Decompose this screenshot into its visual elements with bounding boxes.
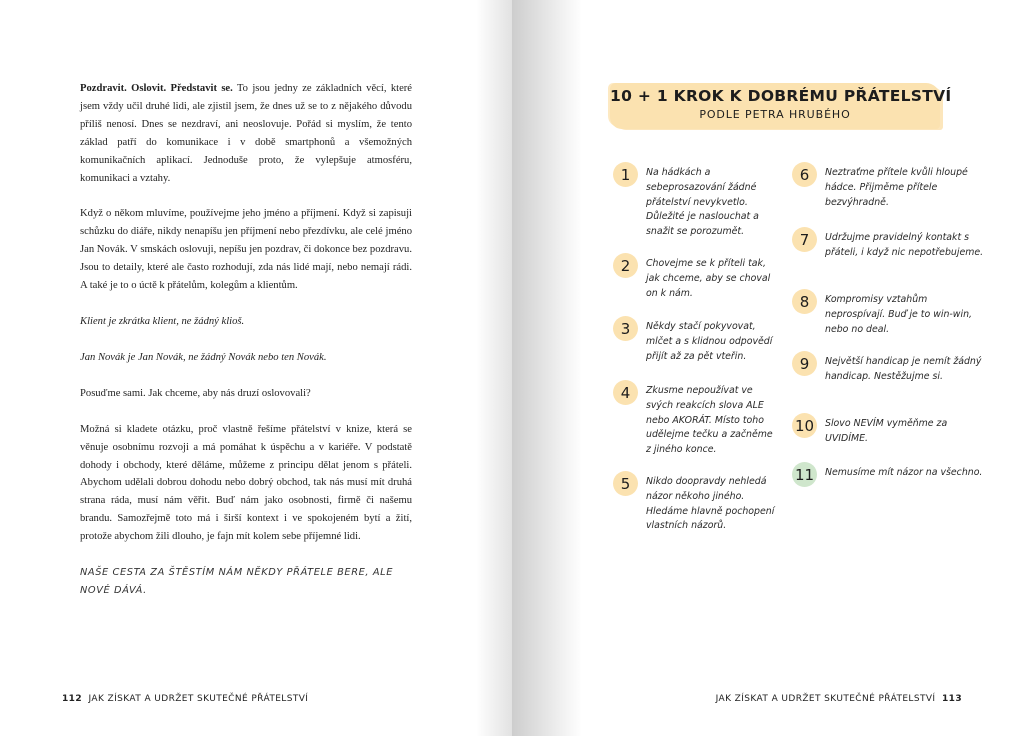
step-text-8: Kompromisy vztahům neprospívají. Buď je to win-win, nebo no deal. [825,294,972,335]
paragraph-6: Možná si kladete otázku, proč vlastně řešíme přátelství v knize, která se věnuje osobnímu rozvoji a má pomáhat k úspěchu a v kariéře. V podstatě dohody i obchody, které děláme, můžeme z principu dělat jenom s přáteli. Abychom udělali dobrou dohodu nebo dobrý obchod, tak nás musí mít druhá strana ráda, musí nám věřit. Buď nám jako osobnosti, firmě či našemu brandu. Samozřejmě toto má i širší kontext i ve spokojeném bytí a žití, protože abychom žili dlouho, je fajn mít kolem sebe příjemné lidi. [80,423,412,543]
step-number-1: 1 [613,162,638,187]
body-text [80,80,412,618]
page-number-right: 113 [942,694,962,704]
step-number-6: 6 [792,162,817,187]
paragraph-1-text: To jsou jedny ze základních věcí, které jsem vždy učil druhé lidi, ale zjistil jsem, že dnes už se to z nějakého důvodu příliš nenosí. Dnes se nezdraví, ani neoslovuje. Pořád si myslím, že tento základ patří do komunikace i v době smartphonů a všemožných komunikačních aplikací. Jednoduše proto, že vylepšuje atmosféru, komunikaci a vztahy. [80,83,412,184]
gutter-shadow-left [476,0,512,736]
paragraph-2: Když o někom mluvíme, používejme jeho jméno a příjmení. Když si zapisuji schůzku do diáře, nikdy nenapíšu jen příjmení nebo přezdívku, ale celé jméno Jan Novák. V smskách oslovuji, nepíšu jen pozdrav, či dokonce bez pozdravu. Jsou to detaily, které ale často rozhodují, zda nás lidé mají, nebo nemají rádi. A také je to o úctě k přátelům, kolegům a klientům. [80,208,412,292]
paragraph-1 [80,80,412,187]
footer-right [716,694,962,704]
step-number-2: 2 [613,253,638,278]
running-title-left: JAK ZÍSKAT A UDRŽET SKUTEČNÉ PŘÁTELSTVÍ [88,694,309,704]
footer-left [62,694,308,704]
step-text-1: Na hádkách a sebeprosazování žádné přátelství nevykvetlo. Důležité je naslouchat a snažit se porozumět. [646,167,759,238]
right-page [512,0,1024,736]
step-text-5: Nikdo doopravdy nehledá názor někoho jiného. Hledáme hlavně pochopení vlastních názorů. [646,476,775,532]
step-text-9: Největší handicap je nemít žádný handicap. Nestěžujme si. [825,356,982,382]
step-text-6: Neztraťme přítele kvůli hloupé hádce. Přijměme přítele bezvýhradně. [825,167,968,208]
running-title-right: JAK ZÍSKAT A UDRŽET SKUTEČNÉ PŘÁTELSTVÍ [715,694,936,704]
step-number-3: 3 [613,316,638,341]
step-number-5: 5 [613,471,638,496]
step-number-10: 10 [792,413,817,438]
banner-subtitle: PODLE PETRA HRUBÉHO [699,108,851,121]
step-number-4: 4 [613,380,638,405]
gutter-shadow-right [512,0,582,736]
step-text-3: Někdy stačí pokyvovat, mlčet a s klidnou odpovědí přijít až za pět vteřin. [646,321,773,362]
title-banner [610,83,952,129]
step-text-2: Chovejme se k příteli tak, jak chceme, aby se choval on k nám. [646,258,771,299]
paragraph-1-lead: Pozdravit. Oslovit. Představit se. [80,83,233,94]
step-number-8: 8 [792,289,817,314]
paragraph-4-quote: Jan Novák je Jan Novák, ne žádný Novák nebo ten Novák. [80,351,327,363]
step-number-7: 7 [792,227,817,252]
step-text-10: Slovo NEVÍM vyměňme za UVIDÍME. [825,418,948,444]
step-text-11: Nemusíme mít názor na všechno. [825,467,983,478]
handwritten-quote: NAŠE CESTA ZA ŠTĚSTÍM NÁM NĚKDY PŘÁTELE BERE, ALE NOVÉ DÁVÁ. [80,567,393,596]
banner-title: 10 + 1 KROK K DOBRÉMU PŘÁTELSTVÍ [610,87,952,105]
paragraph-3-quote: Klient je zkrátka klient, ne žádný klioš. [80,315,245,327]
step-text-7: Udržujme pravidelný kontakt s přáteli, i když nic nepotřebujeme. [825,232,984,258]
step-number-11: 11 [792,462,817,487]
step-text-4: Zkusme nepoužívat ve svých reakcích slova ALE nebo AKORÁT. Místo toho udělejme tečku a začněme z jiného konce. [646,385,773,456]
page-number-left: 112 [62,694,82,704]
paragraph-5: Posuďme sami. Jak chceme, aby nás druzí oslovovali? [80,387,311,399]
step-number-9: 9 [792,351,817,376]
